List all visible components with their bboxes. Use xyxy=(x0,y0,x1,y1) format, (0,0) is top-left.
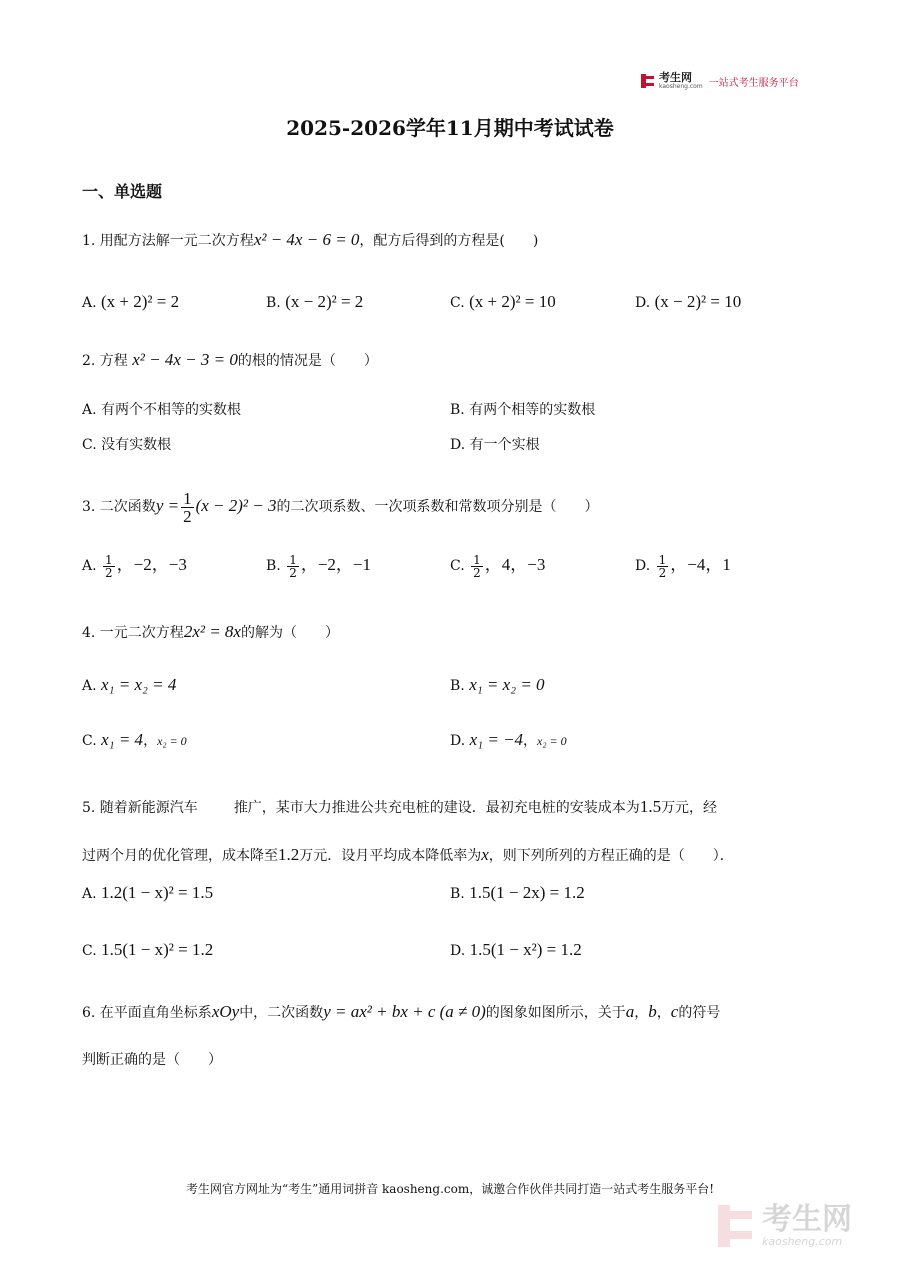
q1-option-b[interactable] xyxy=(266,292,363,313)
fraction-numerator: 1 xyxy=(105,552,113,567)
option-text: x₁ = x₂ = 4 xyxy=(101,675,177,694)
fraction-numerator: 1 xyxy=(183,488,192,508)
fraction-denominator: 2 xyxy=(183,506,192,526)
page-title: 2025-2026学年11月期中考试试卷 xyxy=(286,116,614,140)
option-label: A. xyxy=(82,886,97,902)
option-text: x₁ = x₂ = 0 xyxy=(469,675,545,694)
option-text: x₁ = −4 xyxy=(469,730,524,749)
option-text: ，−2，−3 xyxy=(116,555,187,574)
q6-equation: y = ax² + bx + c (a ≠ 0) xyxy=(323,1002,486,1021)
option-text: (x − 2)² = 2 xyxy=(285,292,364,311)
section-heading: 一、单选题 xyxy=(82,182,163,201)
fraction-numerator: 1 xyxy=(473,552,481,567)
option-label: A. xyxy=(82,295,97,311)
q5-option-b[interactable] xyxy=(450,883,585,904)
option-text: 1.2(1 − x)² = 1.5 xyxy=(101,883,214,902)
option-label: C. xyxy=(82,943,97,959)
half-fraction xyxy=(287,554,299,579)
q2-prefix: 2. 方程 xyxy=(82,353,128,369)
option-label: A. xyxy=(82,678,97,694)
fraction-numerator: 1 xyxy=(289,552,297,567)
option-text: (x − 2)² = 10 xyxy=(654,292,742,311)
q3-eq-lhs: y = xyxy=(155,496,180,515)
q2-suffix: 的根的情况是（ ） xyxy=(237,353,378,369)
q3-option-c[interactable] xyxy=(450,550,545,581)
q5-variable: x xyxy=(481,845,489,864)
q4-suffix: 的解为（ ） xyxy=(240,625,339,641)
q5-text: 万元．设月平均成本降低率为 xyxy=(299,848,482,864)
option-label: C. xyxy=(450,295,465,311)
option-label: D. xyxy=(450,733,466,749)
q2-option-b[interactable] xyxy=(450,400,595,420)
q6-text: 的符号 xyxy=(678,1005,721,1021)
q5-text: ，则下列所列的方程正确的是（ ）． xyxy=(488,848,734,864)
brand-text xyxy=(659,72,703,90)
option-label: D. xyxy=(450,437,466,453)
option-text: 没有实数根 xyxy=(101,437,172,453)
q5-option-c[interactable] xyxy=(82,940,213,961)
q2-equation: x² − 4x − 3 = 0 xyxy=(132,350,238,369)
q6-text: 中，二次函数 xyxy=(239,1005,324,1021)
question-6-line-1 xyxy=(82,1002,720,1023)
option-text: 1.5(1 − 2x) = 1.2 xyxy=(469,883,585,902)
option-label: C. xyxy=(82,437,97,453)
option-text: (x + 2)² = 2 xyxy=(101,292,180,311)
q5-final-cost: 1.2 xyxy=(278,845,300,864)
q4-prefix: 4. 一元二次方程 xyxy=(82,625,184,641)
q3-option-a[interactable] xyxy=(82,550,187,581)
option-text: 有两个相等的实数根 xyxy=(469,402,596,418)
fraction-denominator: 2 xyxy=(289,565,297,580)
fraction-denominator: 2 xyxy=(473,565,481,580)
fraction-denominator: 2 xyxy=(658,565,667,580)
q1-option-c[interactable] xyxy=(450,292,556,313)
q5-option-d[interactable] xyxy=(450,940,582,961)
half-fraction xyxy=(103,554,115,579)
q6-separator: ， xyxy=(634,1005,649,1021)
option-label: D. xyxy=(635,558,651,574)
question-6-line-2: 判断正确的是（ ） xyxy=(82,1052,222,1068)
option-label: C. xyxy=(82,733,97,749)
q6-text: 的图象如图所示，关于 xyxy=(485,1005,626,1021)
q4-option-c[interactable] xyxy=(82,730,187,751)
kaosheng-watermark-icon xyxy=(716,1203,756,1249)
kaosheng-logo-icon xyxy=(640,73,656,89)
question-1 xyxy=(82,230,538,251)
q3-option-d[interactable] xyxy=(635,550,731,581)
brand-domain: kaosheng.com xyxy=(659,83,703,90)
q2-option-d[interactable] xyxy=(450,435,540,455)
half-fraction xyxy=(657,554,669,579)
q6-coordinate-system: xOy xyxy=(211,1002,240,1021)
option-text: 1.5(1 − x²) = 1.2 xyxy=(469,940,582,959)
option-label: B. xyxy=(266,295,281,311)
option-text: 有一个实根 xyxy=(469,437,540,453)
option-text: ，−2，−1 xyxy=(300,555,372,574)
question-2 xyxy=(82,350,378,371)
option-text: x₂ = 0 xyxy=(157,734,187,748)
q2-option-a[interactable] xyxy=(82,400,241,420)
q5-text: 5. 随着新能源汽车 xyxy=(82,800,198,816)
option-separator: ， xyxy=(523,733,538,749)
q1-prefix: 1. 用配方法解一元二次方程 xyxy=(82,233,254,249)
option-label: A. xyxy=(82,558,97,574)
page-footer: 考生网官方网址为“考生”通用词拼音 kaosheng.com，诚邀合作伙伴共同打造一站式考生服务平台! xyxy=(185,1182,715,1196)
watermark-text xyxy=(762,1201,852,1248)
watermark-name: 考生网 xyxy=(762,1201,852,1237)
option-text: 1.5(1 − x)² = 1.2 xyxy=(101,940,214,959)
q4-option-d[interactable] xyxy=(450,730,567,751)
q3-option-b[interactable] xyxy=(266,550,371,581)
fraction-denominator: 2 xyxy=(105,565,113,580)
q4-equation: 2x² = 8x xyxy=(183,622,241,641)
q1-option-d[interactable] xyxy=(635,292,741,313)
q3-eq-rhs: (x − 2)² − 3 xyxy=(195,496,277,515)
q1-equation: x² − 4x − 6 = 0 xyxy=(253,230,360,249)
brand-name: 考生网 xyxy=(659,71,692,84)
option-text: ，4，−3 xyxy=(484,555,546,574)
q1-option-a[interactable] xyxy=(82,292,179,313)
question-5-line-1 xyxy=(82,797,717,818)
option-label: C. xyxy=(450,558,465,574)
option-label: B. xyxy=(266,558,281,574)
q6-coef-c: c xyxy=(670,1002,679,1021)
option-label: B. xyxy=(450,886,465,902)
option-label: B. xyxy=(450,402,465,418)
q5-text: 过两个月的优化管理，成本降至 xyxy=(82,848,278,864)
brand-slogan: 一站式考生服务平台 xyxy=(708,77,799,89)
option-text: 有两个不相等的实数根 xyxy=(101,402,242,418)
fraction-numerator: 1 xyxy=(658,552,667,567)
q6-coef-a: a xyxy=(625,1002,635,1021)
q4-option-a[interactable] xyxy=(82,675,176,696)
q3-suffix: 的二次项系数、一次项系数和常数项分别是（ ） xyxy=(276,499,599,515)
q5-text: 万元，经 xyxy=(661,800,718,816)
q5-text: 推广，某市大力推进公共充电桩的建设．最初充电桩的安装成本为 xyxy=(233,800,640,816)
watermark-domain: kaosheng.com xyxy=(762,1234,843,1248)
q5-option-a[interactable] xyxy=(82,883,213,904)
question-3 xyxy=(82,488,599,525)
q3-half-fraction xyxy=(181,490,194,525)
option-separator: ， xyxy=(143,733,158,749)
question-4 xyxy=(82,622,339,643)
option-text: x₂ = 0 xyxy=(537,734,567,748)
option-text: x₁ = 4 xyxy=(101,730,144,749)
q6-text: 6. 在平面直角坐标系 xyxy=(82,1005,212,1021)
option-text: ，−4，1 xyxy=(670,555,731,574)
q5-initial-cost: 1.5 xyxy=(639,797,662,816)
question-5-line-2 xyxy=(82,845,734,866)
watermark xyxy=(716,1203,852,1249)
option-label: D. xyxy=(450,943,466,959)
brand-logo xyxy=(640,72,799,90)
q6-separator: ， xyxy=(656,1005,671,1021)
q6-coef-b: b xyxy=(648,1002,657,1021)
q3-prefix: 3. 二次函数 xyxy=(82,499,156,515)
q2-option-c[interactable] xyxy=(82,435,171,455)
q1-suffix: ，配方后得到的方程是( ) xyxy=(359,233,539,249)
option-label: A. xyxy=(82,402,97,418)
option-label: B. xyxy=(450,678,465,694)
half-fraction xyxy=(471,554,483,579)
option-text: (x + 2)² = 10 xyxy=(469,292,556,311)
q4-option-b[interactable] xyxy=(450,675,545,696)
option-label: D. xyxy=(635,295,651,311)
